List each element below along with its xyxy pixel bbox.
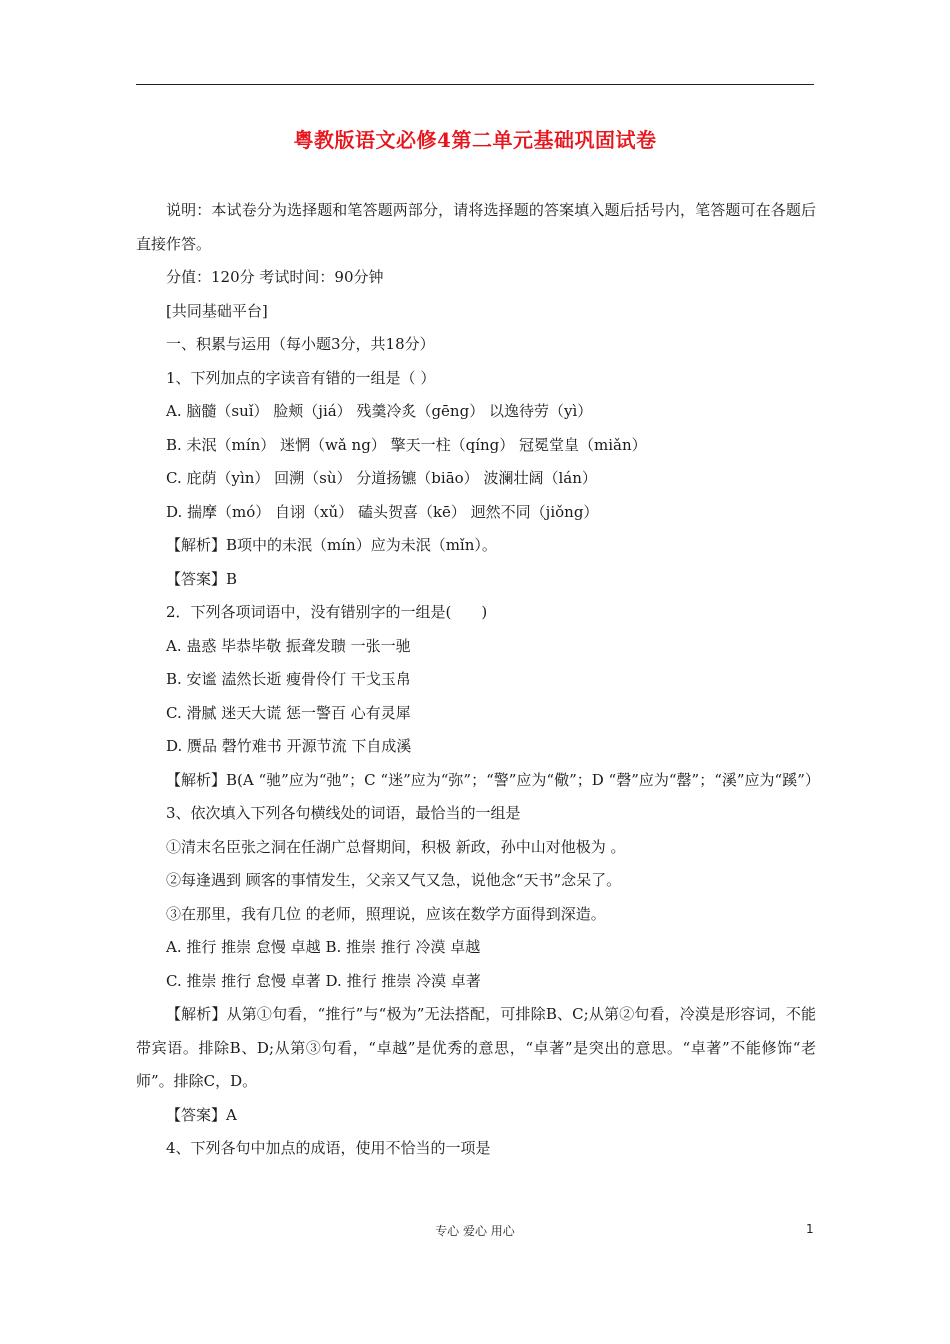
question-2-option-a: A. 蛊惑 毕恭毕敬 振聋发聩 一张一驰 — [166, 636, 411, 655]
question-3-stem: 3、依次填入下列各句横线处的词语，最恰当的一组是 — [166, 804, 521, 822]
question-1-option-c: C. 庇荫（yìn） 回溯（sù） 分道扬镳（biāo） 波澜壮阔（lán） — [166, 469, 597, 487]
question-3-options-cd: C. 推崇 推行 怠慢 卓著 D. 推行 推崇 冷漠 卓著 — [166, 971, 481, 990]
question-3-sentence-1: ①清末名臣张之洞在任湖广总督期间，积极 新政，孙中山对他极为 。 — [166, 837, 626, 856]
question-1-stem: 1、下列加点的字读音有错的一组是（ ） — [166, 368, 436, 387]
question-1-option-a: A. 脑髓（suǐ） 脸颊（jiá） 残羹冷炙（gēng） 以逸待劳（yì） — [166, 402, 593, 420]
page-title: 粤教版语文必修4第二单元基础巩固试卷 — [293, 128, 657, 152]
intro-description: 说明：本试卷分为选择题和笔答题两部分，请将选择题的答案填入题后括号内，笔答题可在各题后直接作答。 — [136, 201, 816, 253]
question-1-answer: 【答案】B — [166, 569, 238, 588]
question-1-option-d: D. 揣摩（mó） 自诩（xǔ） 磕头贺喜（kē） 迥然不同（jiǒng） — [166, 502, 599, 521]
question-4-stem: 4、下列各句中加点的成语，使用不恰当的一项是 — [166, 1139, 491, 1157]
question-3-sentence-2: ②每逢遇到 顾客的事情发生，父亲又气又急，说他念“天书”念呆了。 — [166, 871, 622, 889]
section-heading: 一、积累与运用（每小题3分，共18分） — [166, 335, 435, 353]
question-2-option-b: B. 安谧 溘然长逝 瘦骨伶仃 干戈玉帛 — [166, 670, 411, 688]
question-1-option-b: B. 未泯（mín） 迷惘（wǎ ng） 擎天一柱（qíng） 冠冕堂皇（miǎn） — [166, 435, 647, 454]
question-2-option-d: D. 赝品 磬竹难书 开源节流 下自成溪 — [166, 737, 412, 755]
question-1-analysis: 【解析】B项中的未泯（mín）应为未泯（mǐn）。 — [166, 536, 497, 554]
footer-motto: 专心 爱心 用心 — [435, 1224, 515, 1238]
header-rule — [136, 84, 814, 85]
question-2-option-c: C. 滑腻 迷天大谎 惩一警百 心有灵犀 — [166, 703, 411, 722]
page-number: 1 — [806, 1222, 814, 1236]
question-2-analysis: 【解析】B(A “驰”应为“弛”；C “迷”应为“弥”；“警”应为“儆”；D “磬”应为“罄”；“溪”应为“蹊”） — [166, 770, 820, 789]
question-3-sentence-3: ③在那里，我有几位 的老师，照理说，应该在数学方面得到深造。 — [166, 904, 606, 923]
question-2-stem: 2．下列各项词语中，没有错别字的一组是( ) — [166, 603, 488, 621]
intro-score: 分值：120分 考试时间：90分钟 — [166, 268, 384, 286]
question-3-options-ab: A. 推行 推崇 怠慢 卓越 B. 推崇 推行 冷漠 卓越 — [166, 938, 481, 956]
question-3-analysis: 【解析】从第①句看，“推行”与“极为”无法搭配，可排除B、C;从第②句看，冷漠是形容词，不能带宾语。排除B、D;从第③句看，“卓越”是优秀的意思，“卓著”是突出的意思。“卓著”不能修饰“老师”。排除C，D。 — [136, 1005, 816, 1090]
question-3-answer: 【答案】A — [166, 1105, 237, 1124]
intro-platform: [共同基础平台] — [166, 301, 268, 320]
document-body — [136, 194, 820, 1166]
